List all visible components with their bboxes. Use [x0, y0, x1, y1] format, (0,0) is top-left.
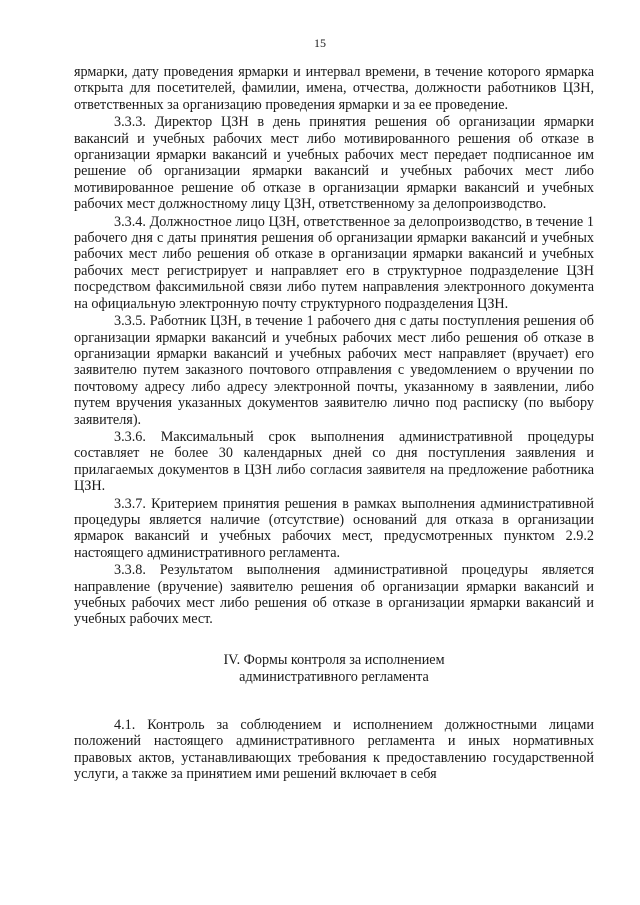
- paragraph-4-1: 4.1. Контроль за соблюдением и исполнением должностными лицами положений настоящего административного регламента и иных нормативных правовых актов, устанавливающих требования к предоставлению государственной услуги, а также за принятием ими решений включает в себя: [74, 716, 594, 783]
- paragraph-3-3-7: 3.3.7. Критерием принятия решения в рамках выполнения административной процедуры является наличие (отсутствие) оснований для отказа в организации ярмарок вакансий и учебных рабочих мест, предусмотренных пунктом 2.9.2 настоящего административного регламента.: [74, 495, 594, 561]
- paragraph-3-3-5: 3.3.5. Работник ЦЗН, в течение 1 рабочего дня с даты поступления решения об организации ярмарки вакансий и учебных рабочих мест либо решения об отказе в организации ярмарки вакансий и учебных рабочих мест направляет (вручает) его заявителю путем заказного почтового отправления с уведомлением о вручении по почтовому адресу либо адресу электронной почты, указанному в заявлении, либо путем вручения указанных документов заявителю лично под расписку (по выбору заявителя).: [74, 313, 594, 428]
- paragraph-3-3-6: 3.3.6. Максимальный срок выполнения административной процедуры составляет не более 30 календарных дней со дня поступления заявления и прилагаемых документов в ЦЗН либо согласия заявителя на предложение работника ЦЗН.: [74, 428, 594, 495]
- page-number: 15: [314, 36, 326, 50]
- paragraph-3-3-8: 3.3.8. Результатом выполнения административной процедуры является направление (вручение) заявителю решения об организации ярмарки вакансий и учебных рабочих мест либо решения об отказе в организации ярмарки вакансий и учебных рабочих мест.: [74, 562, 594, 628]
- section-heading: [74, 652, 594, 686]
- paragraph-intro: ярмарки, дату проведения ярмарки и интервал времени, в течение которого ярмарка открыта для посетителей, фамилии, имена, отчества, должности работников ЦЗН, ответственных за организацию проведения ярмарки и за ее проведение.: [74, 64, 594, 113]
- paragraph-3-3-4: 3.3.4. Должностное лицо ЦЗН, ответственное за делопроизводство, в течение 1 рабочего дня с даты принятия решения об организации ярмарки вакансий и учебных рабочих мест либо решения об отказе в организации ярмарки вакансий и учебных рабочих мест регистрирует и направляет его в структурное подразделение ЦЗН посредством факсимильной связи либо путем направления электронного документа на официальную электронную почту структурного подразделения ЦЗН.: [74, 213, 594, 312]
- document-body: [74, 64, 594, 783]
- paragraph-3-3-3: 3.3.3. Директор ЦЗН в день принятия решения об организации ярмарки вакансий и учебных рабочих мест либо мотивированного решения об отказе в организации ярмарки вакансий и учебных рабочих мест передает подписанное им решение об организации ярмарки вакансий и учебных рабочих мест либо мотивированное решение об отказе в организации ярмарки вакансий и учебных рабочих мест должностному лицу ЦЗН, ответственному за делопроизводство.: [74, 114, 594, 213]
- section-heading-line-2: административного регламента: [239, 668, 429, 685]
- section-heading-line-1: IV. Формы контроля за исполнением: [223, 651, 445, 668]
